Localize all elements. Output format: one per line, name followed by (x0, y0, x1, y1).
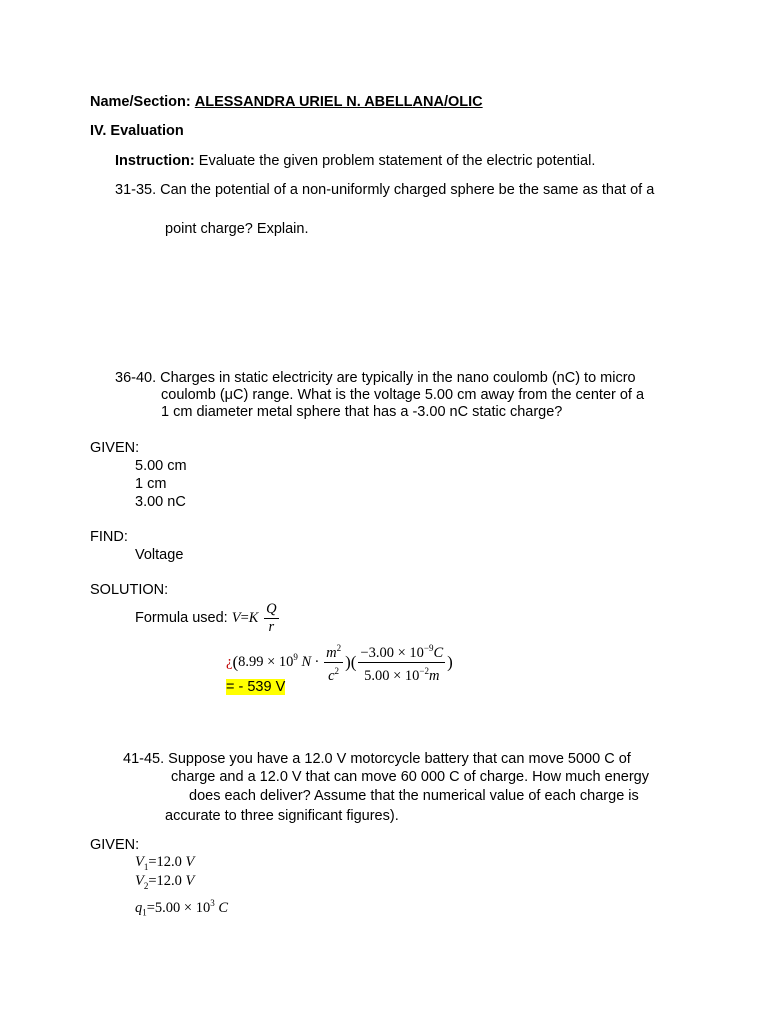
q36-solution-label: SOLUTION: (90, 582, 169, 598)
q36-line2: coulomb (μC) range. What is the voltage 5.00 cm away from the center of a (161, 387, 645, 403)
formula-equation (231, 601, 281, 636)
v1-value: =12.0 (148, 854, 182, 870)
k-value: 8.99 × 10 (238, 653, 294, 670)
q41-q1 (135, 894, 228, 922)
formula-denominator: r (268, 619, 275, 636)
instruction-text: Evaluate the given problem statement of the electric potential. (198, 153, 596, 169)
name-value: ALESSANDRA URIEL N. ABELLANA/OLIC (194, 94, 483, 110)
instruction-label: Instruction: (115, 153, 195, 169)
formula-lhs: V (231, 610, 241, 626)
section-title: IV. Evaluation (90, 123, 184, 139)
v2-unit: V (185, 873, 195, 889)
unit-num: m (326, 645, 337, 661)
q41-line3: does each deliver? Assume that the numerical value of each charge is (189, 788, 639, 804)
formula-line (135, 600, 281, 636)
q36-line1: 36-40. Charges in static electricity are typically in the nano coulomb (nC) to micro (115, 370, 636, 386)
distance-value: 5.00 × 10 (364, 667, 420, 684)
q1-value: =5.00 × 10 (146, 899, 211, 916)
newton-unit: N · (301, 653, 319, 670)
q1-subscript: 1 (142, 907, 147, 918)
distance-exponent: −2 (419, 666, 429, 676)
formula-eq: = (240, 610, 249, 626)
v2-subscript: 2 (143, 880, 149, 891)
substitution-line: ¿($8.99 \times 10^9$ N · $\frac{m^2}{c^2}$ )( $\frac{-3.00 \times 10^{-9}C}{5.00 \times 10^{-2}m}$ ) (226, 637, 453, 685)
unit-den: c (328, 667, 335, 684)
v1-symbol: V (135, 854, 144, 870)
v2-value: =12.0 (148, 873, 182, 889)
q41-line2: charge and a 12.0 V that can move 60 000 C of charge. How much energy (171, 769, 649, 785)
q31-line2: point charge? Explain. (165, 221, 309, 237)
name-section-line (90, 93, 483, 111)
formula-label: Formula used: (135, 610, 228, 626)
unit-den-exp: 2 (334, 666, 340, 676)
v2-symbol: V (135, 873, 144, 889)
charge-value: −3.00 × 10 (360, 645, 424, 661)
q36-given-item: 3.00 nC (135, 494, 186, 510)
unit-fraction (324, 640, 343, 685)
name-label: Name/Section: (90, 94, 191, 110)
q36-given-label: GIVEN: (90, 440, 140, 456)
q36-given-item: 5.00 cm (135, 458, 187, 474)
instruction-line (115, 152, 595, 170)
v1-unit: V (185, 854, 195, 870)
inverted-question-glyph: ¿ (226, 653, 233, 670)
q36-given-item: 1 cm (135, 476, 167, 492)
q36-find-label: FIND: (90, 529, 128, 545)
k-exponent: 9 (293, 652, 298, 662)
q31-line1: 31-35. Can the potential of a non-uniformly charged sphere be the same as that of a (115, 182, 655, 198)
q41-line1: 41-45. Suppose you have a 12.0 V motorcycle battery that can move 5000 C of (123, 751, 631, 767)
q36-line3: 1 cm diameter metal sphere that has a -3.00 nC static charge? (161, 404, 563, 420)
q1-symbol: q (135, 899, 143, 916)
q41-v2 (135, 872, 194, 895)
q36-find-value: Voltage (135, 547, 184, 563)
unit-num-exp: 2 (336, 643, 342, 654)
q1-unit: C (218, 899, 229, 916)
q1-exponent: 3 (210, 898, 215, 908)
result-line (226, 678, 285, 696)
charge-distance-fraction (358, 640, 445, 685)
v1-subscript: 1 (143, 861, 149, 872)
result-highlight: = - 539 V (226, 679, 286, 695)
formula-k: K (248, 610, 259, 626)
q41-given-label: GIVEN: (90, 837, 140, 853)
formula-numerator: Q (266, 601, 277, 618)
q41-line4: accurate to three significant figures). (165, 808, 399, 824)
distance-unit: m (428, 667, 440, 684)
charge-exponent: −9 (423, 643, 434, 654)
formula-fraction (264, 601, 278, 636)
charge-unit: C (433, 645, 444, 661)
